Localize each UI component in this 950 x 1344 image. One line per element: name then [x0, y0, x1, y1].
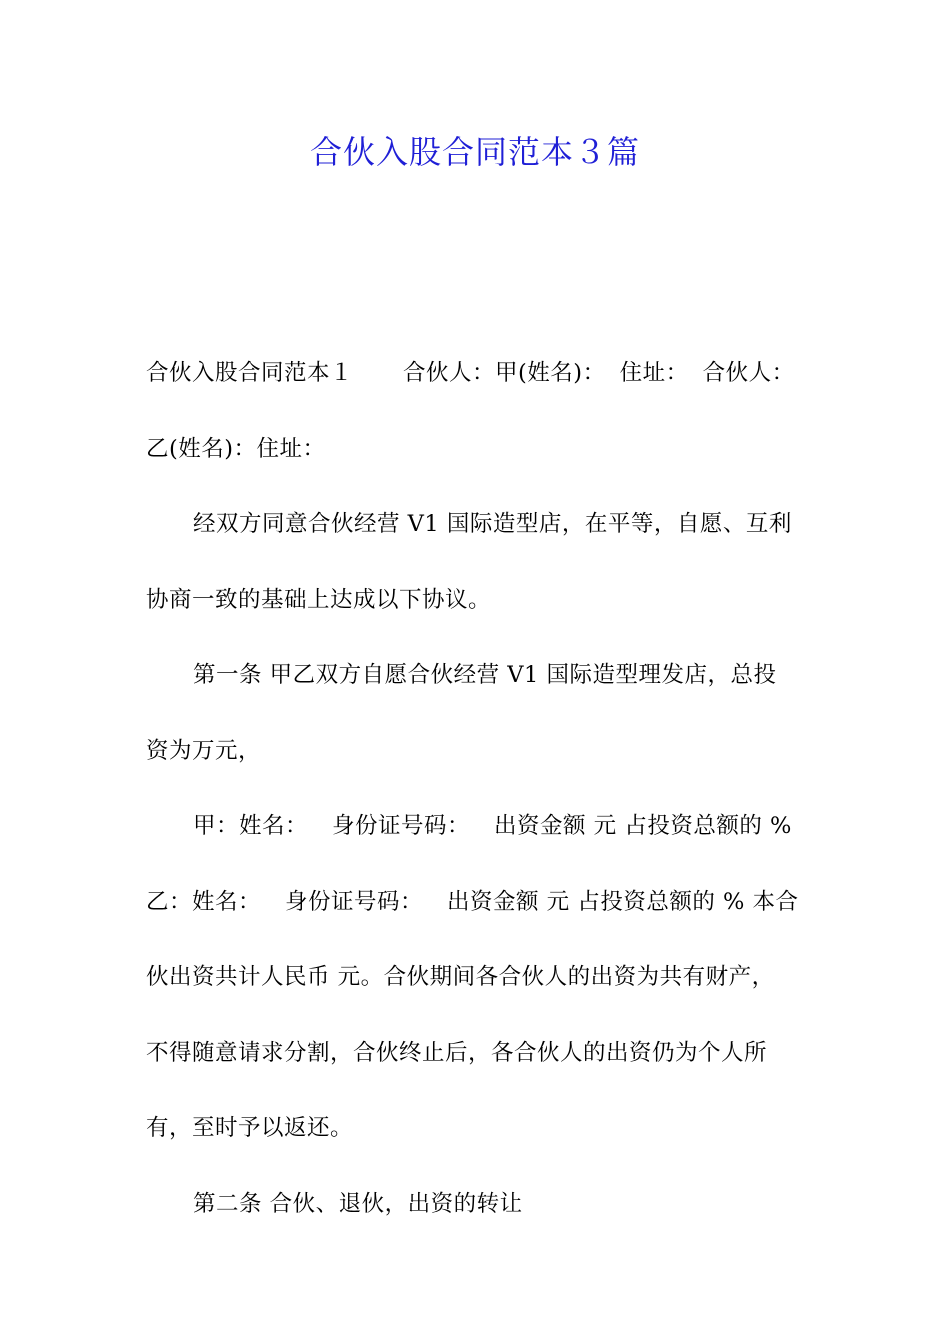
- document-body: [146, 336, 816, 1242]
- body-line-10: 不得随意请求分割，合伙终止后，各合伙人的出资仍为个人所: [146, 1039, 768, 1066]
- partner-b-details: [146, 865, 816, 941]
- body-line-3: 经双方同意合伙经营 V1 国际造型店，在平等，自愿、互利: [193, 511, 792, 537]
- body-line-11: 有，至时予以返还。: [146, 1115, 354, 1141]
- partner-b-id-field: 身份证号码：: [285, 888, 424, 915]
- body-line-9: 伙出资共计人民币 元。合伙期间各合伙人的出资为共有财产，: [146, 964, 775, 990]
- partner-a-address-label: 住址：: [619, 360, 689, 386]
- partner-a-details: [146, 789, 816, 865]
- partner-b-label: 合伙人：: [702, 360, 795, 386]
- partner-a-name-field: 甲：姓名：: [193, 813, 309, 839]
- document-title: 合伙入股合同范本３篇: [309, 133, 640, 171]
- body-line-6: 资为万元，: [146, 737, 262, 764]
- partner-b-capital-field: 出资金额 元 占投资总额的 % 本合: [447, 888, 799, 915]
- contract-heading-1: 合伙入股合同范本１: [146, 360, 354, 386]
- article-1-line: 第一条 甲乙双方自愿合伙经营 V1 国际造型理发店，总投: [193, 662, 777, 688]
- body-line-2: 乙(姓名)：住址：: [146, 435, 326, 462]
- partner-a-id-field: 身份证号码：: [332, 813, 471, 839]
- body-line-1: [146, 336, 816, 412]
- partner-b-name-field: 乙：姓名：: [146, 888, 262, 915]
- partner-a-capital-field: 出资金额 元 占投资总额的 %: [494, 813, 792, 839]
- article-2-heading: 第二条 合伙、退伙，出资的转让: [193, 1190, 523, 1217]
- partner-a-name-label: 合伙人：甲(姓名)：: [403, 360, 606, 386]
- body-line-4: 协商一致的基础上达成以下协议。: [146, 586, 492, 613]
